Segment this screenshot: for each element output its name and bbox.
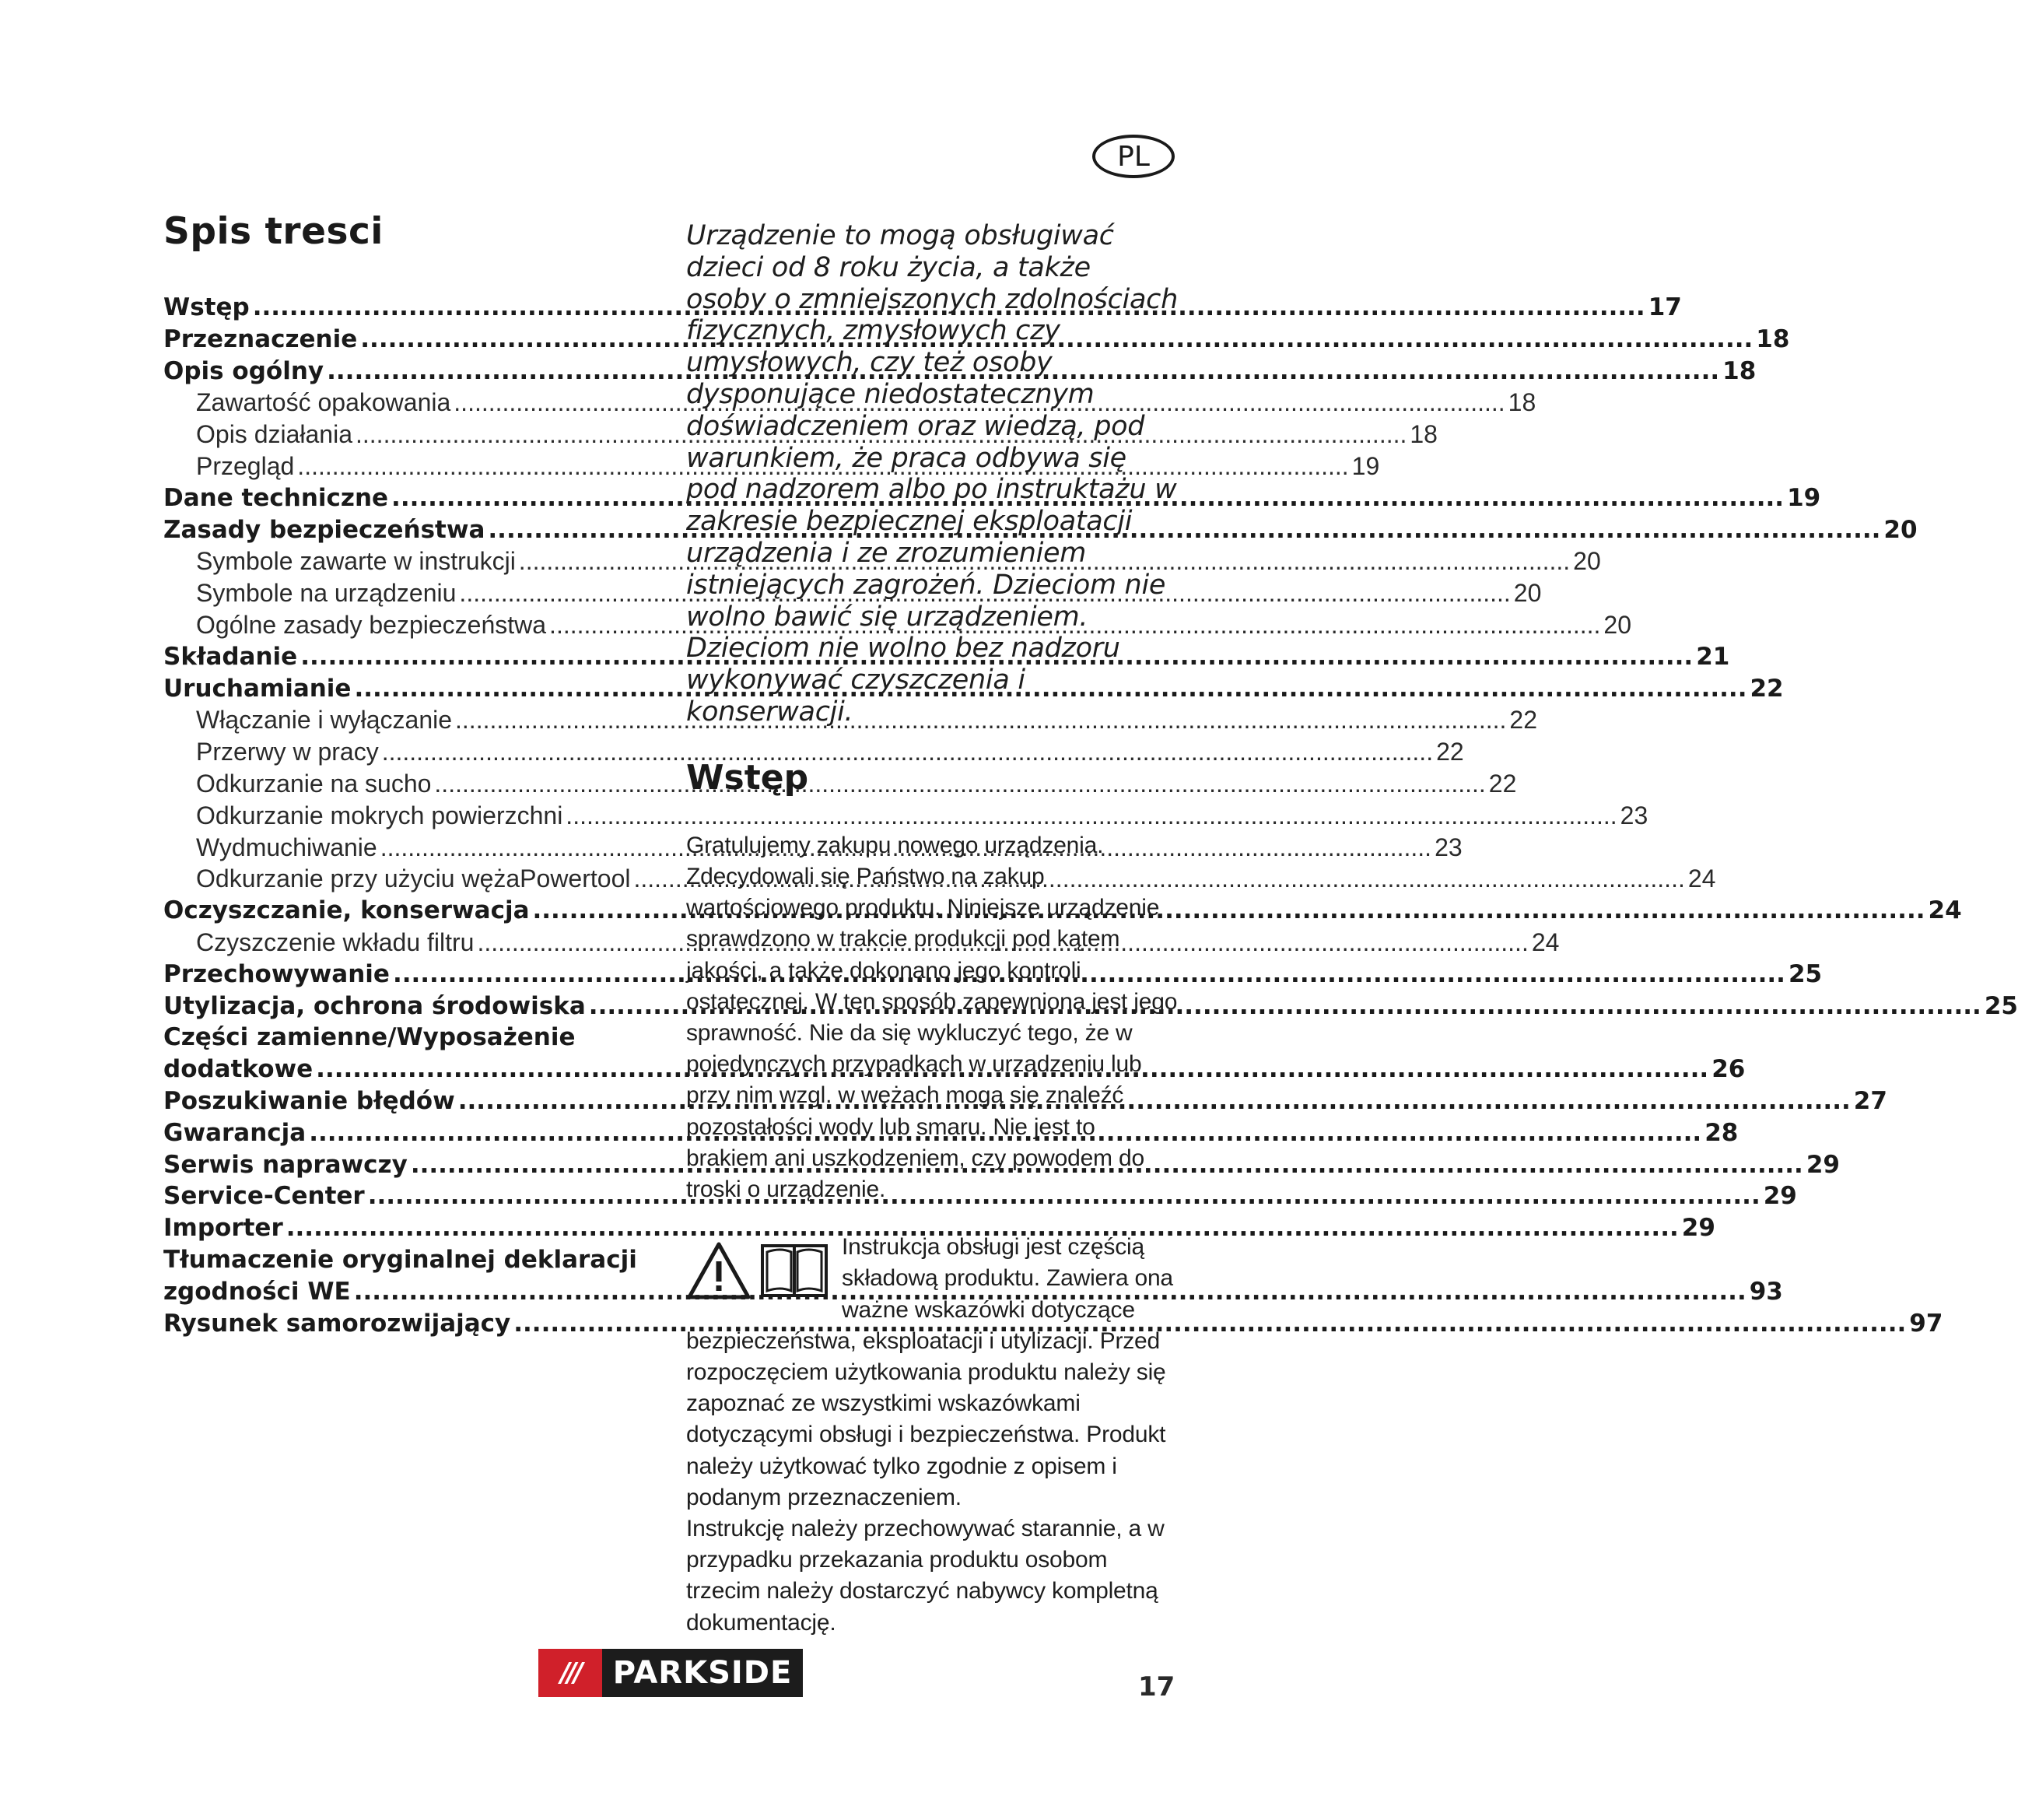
toc-entry xyxy=(163,609,1632,641)
toc-entry xyxy=(163,292,1682,324)
toc-entry-page: 19 xyxy=(1351,451,1380,480)
toc-entry-page: 22 xyxy=(1436,738,1464,766)
toc-entry-page: 29 xyxy=(1806,1150,1840,1179)
toc-entry-label: Wydmuchiwanie xyxy=(196,833,377,861)
toc-entry-label: Włączanie i wyłączanie xyxy=(196,706,453,735)
toc-entry-page: 24 xyxy=(1531,928,1560,956)
toc-entry-page: 25 xyxy=(1788,959,1823,988)
toc-title: Spis tresci xyxy=(163,210,384,253)
toc-entry xyxy=(163,1022,1746,1085)
toc-entry-page: 18 xyxy=(1508,388,1536,417)
toc-entry xyxy=(163,673,1784,705)
warning-triangle-icon xyxy=(686,1241,751,1300)
manual-info-block xyxy=(686,1232,1178,1639)
toc-entry-label: Przegląd xyxy=(196,451,295,480)
language-badge: PL xyxy=(1092,135,1175,178)
toc-entry xyxy=(163,1180,1797,1212)
toc-entry xyxy=(163,927,1560,959)
toc-entry xyxy=(163,387,1536,419)
toc-entry-page: 26 xyxy=(1711,1055,1746,1084)
toc-entry xyxy=(163,895,1962,927)
toc-entry-page: 22 xyxy=(1488,769,1517,798)
toc-entry-page: 18 xyxy=(1410,420,1438,449)
brand-name: PARKSIDE xyxy=(612,1655,793,1691)
toc-entry-page: 22 xyxy=(1509,706,1537,735)
storage-note: Instrukcję należy przechowywać starannie, a w przypadku przekazania produktu osobom trzecim należy dostarczyć nabywcy kompletną dokumentację. xyxy=(686,1516,1165,1636)
toc-entry xyxy=(163,545,1601,577)
toc-entry-label: Zasady bezpieczeństwa xyxy=(163,515,485,544)
toc-entry xyxy=(163,577,1542,609)
toc-entry-label-cont: dodatkowe xyxy=(163,1055,314,1084)
toc-entry xyxy=(163,1085,1887,1117)
toc-entry xyxy=(163,1149,1840,1181)
open-book-icon xyxy=(759,1241,829,1300)
toc-entry-label: Odkurzanie na sucho xyxy=(196,769,432,798)
toc-entry-page: 18 xyxy=(1756,324,1790,353)
toc-entry-label: Przerwy w pracy xyxy=(196,738,379,766)
toc-entry xyxy=(163,1117,1739,1149)
toc-entry-page: 24 xyxy=(1687,864,1716,893)
toc-entry-page: 27 xyxy=(1853,1086,1887,1115)
toc-entry-page: 23 xyxy=(1620,801,1648,829)
toc-entry xyxy=(163,704,1537,736)
brand-slashes: /// xyxy=(538,1649,602,1697)
toc-entry-label: Importer xyxy=(163,1214,283,1243)
toc-entry-label: Utylizacja, ochrona środowiska xyxy=(163,991,586,1020)
manual-note: Instrukcja obsługi jest częścią składową produktu. Zawiera ona ważne wskazówki dotyczące bezpieczeństwa, eksploatacji i utylizacji. Przed rozpoczęciem użytkowania produktu należy się zapoznać ze wszystkimi wskazówkami dotyczącymi obsługi i bezpieczeństwa. Produkt należy użytkować tylko zgodnie z opisem i podanym przeznaczeniem. xyxy=(686,1234,1173,1510)
toc-entry-label: Składanie xyxy=(163,642,298,671)
toc-entry-label: Czyszczenie wkładu filtru xyxy=(196,928,475,956)
toc-entry-label: Symbole na urządzeniu xyxy=(196,579,457,608)
toc-entry-page: 25 xyxy=(1984,991,2018,1020)
toc-entry xyxy=(163,514,1918,546)
toc-entry-label: Odkurzanie mokrych powierzchni xyxy=(196,801,563,829)
toc-entry xyxy=(163,1244,1783,1308)
toc-entry xyxy=(163,863,1716,895)
toc-entry-page: 29 xyxy=(1763,1182,1797,1211)
toc-entry-label: Opis ogólny xyxy=(163,356,324,385)
toc-entry-label: Symbole zawarte w instrukcji xyxy=(196,547,516,576)
parkside-logo xyxy=(538,1649,803,1697)
toc-entry xyxy=(163,832,1463,864)
safety-notice: Urządzenie to mogą obsługiwać dzieci od 8 roku życia, a także osoby o zmniejszonych zdolnościach fizycznych, zmysłowych czy umysłowych, czy też osoby dysponujące niedostatecznym doświadczeniem oraz wiedzą, pod warunkiem, że praca odbywa się pod nadzorem albo po instruktażu w zakresie bezpiecznej eksploatacji urządzenia i ze zrozumieniem istniejących zagrożeń. Dzieciom nie wolno bawić się urządzeniem. Dzieciom nie wolno bez nadzoru wykonywać czyszczenia i konserwacji. xyxy=(686,220,1178,728)
toc-entry-label: Dane techniczne xyxy=(163,483,389,512)
toc-entry xyxy=(163,641,1730,673)
toc-entry-page: 23 xyxy=(1435,833,1463,861)
toc-entry-label: Oczyszczanie, konserwacja xyxy=(163,896,530,925)
toc-entry-page: 20 xyxy=(1573,547,1601,576)
toc-entry-label: Wstęp xyxy=(163,293,250,321)
toc-entry-label-cont: zgodności WE xyxy=(163,1277,351,1306)
toc-entry-page: 20 xyxy=(1603,610,1632,639)
toc-entry-page: 97 xyxy=(1909,1309,1943,1338)
toc-entry-page: 24 xyxy=(1928,896,1962,925)
right-column xyxy=(686,220,1178,1639)
toc-entry xyxy=(163,1308,1943,1340)
toc-entry-label: Odkurzanie przy użyciu węża xyxy=(196,864,520,893)
toc-entry xyxy=(163,324,1790,356)
toc-entry-label: Części zamienne/Wyposażenie xyxy=(163,1023,576,1052)
toc-entry-label: Przeznaczenie xyxy=(163,324,358,353)
intro-heading: Wstęp xyxy=(686,757,809,798)
toc-entry xyxy=(163,419,1438,451)
toc-entry xyxy=(163,356,1757,387)
toc-entry-label: Przechowywanie xyxy=(163,959,390,988)
toc-entry-label: Tłumaczenie oryginalnej deklaracji xyxy=(163,1245,637,1274)
toc-entry-label: Serwis naprawczy xyxy=(163,1150,408,1179)
toc-entry xyxy=(163,991,2018,1022)
toc-entry-page: 22 xyxy=(1750,674,1784,703)
toc-entry-label: Poszukiwanie błędów xyxy=(163,1086,455,1115)
toc-entry-page: 20 xyxy=(1883,515,1918,544)
toc-entry-label-cont: Powertool xyxy=(520,864,631,893)
toc-entry-page: 17 xyxy=(1648,293,1682,321)
toc-entry-label: Opis działania xyxy=(196,420,352,449)
toc-entry-page: 21 xyxy=(1696,642,1730,671)
toc-entry-page: 19 xyxy=(1787,483,1821,512)
toc-entry xyxy=(163,482,1821,514)
intro-paragraph: Gratulujemy zakupu nowego urządzenia. Zdecydowali się Państwo na zakup wartościowego produktu. Niniejsze urządzenie sprawdzono w trakcie produkcji pod kątem jakości, a także dokonano jego kontroli ostatecznej. W ten sposób zapewniona jest jego sprawność. Nie da się wykluczyć tego, że w pojedynczych przypadkach w urządzeniu lub przy nim wzgl. w wężach mogą się znaleźć pozostałości wody lub smaru. Nie jest to brakiem ani uszkodzeniem, czy powodem do troski o urządzenie. xyxy=(686,832,1178,1202)
toc-entry-page: 20 xyxy=(1513,579,1542,608)
toc-entry-label: Rysunek samorozwijający xyxy=(163,1309,511,1338)
toc-entry-page: 93 xyxy=(1749,1277,1783,1306)
toc-entry-page: 29 xyxy=(1681,1214,1715,1243)
toc-entry-page: 18 xyxy=(1722,356,1757,385)
toc-entry-label: Uruchamianie xyxy=(163,674,352,703)
toc-entry xyxy=(163,800,1648,832)
toc-entry xyxy=(163,736,1464,768)
toc-entry xyxy=(163,1212,1715,1244)
toc-entry-label: Service-Center xyxy=(163,1182,365,1211)
toc-entry-label: Gwarancja xyxy=(163,1118,307,1147)
toc-entry xyxy=(163,451,1380,482)
toc-entry-page: 28 xyxy=(1704,1118,1739,1147)
toc-entry-label: Zawartość opakowania xyxy=(196,388,451,417)
toc-entry-label: Ogólne zasady bezpieczeństwa xyxy=(196,610,547,639)
toc-entry xyxy=(163,959,1823,991)
manual-icons xyxy=(686,1241,832,1300)
page-number: 17 xyxy=(1138,1671,1175,1703)
